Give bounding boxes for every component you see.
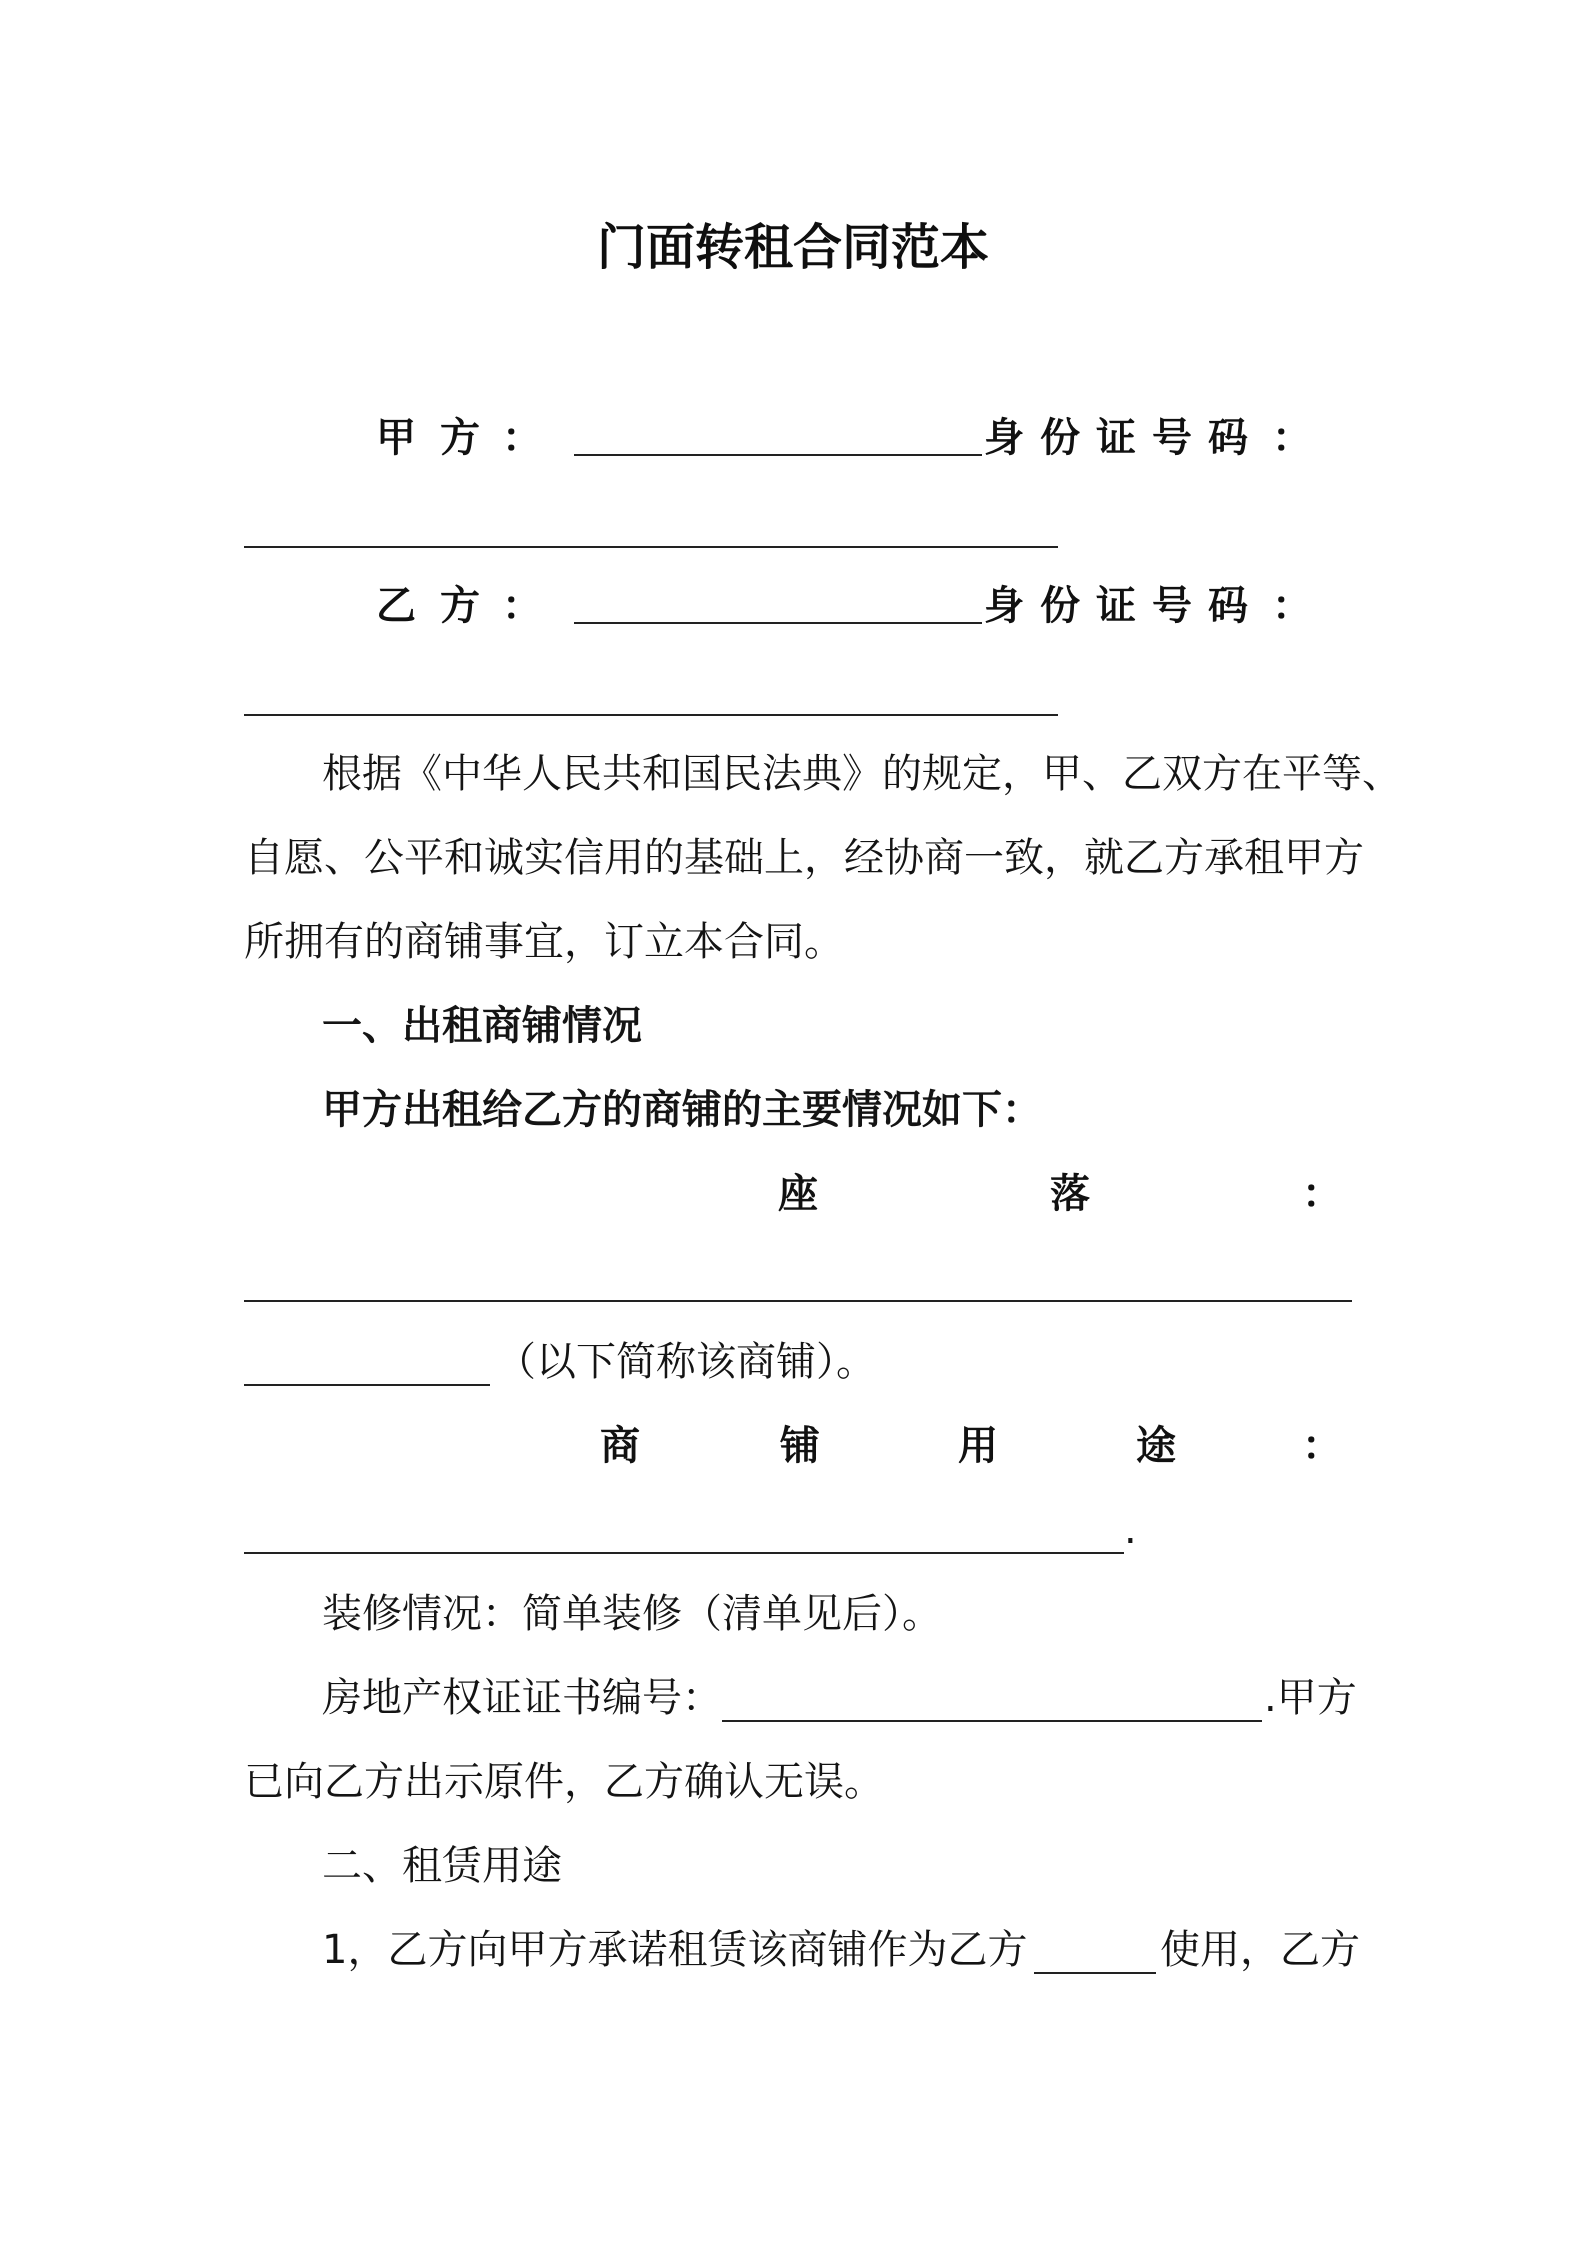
- party-a-id-char: 码: [1208, 415, 1248, 461]
- party-a-id-char: 证: [1096, 415, 1136, 461]
- cert-label: 房地产权证证书编号：: [322, 1675, 722, 1721]
- party-a-label-char: 方: [440, 415, 480, 461]
- clause1-usage-field[interactable]: [1034, 1972, 1156, 1974]
- usage-label-char: 用: [958, 1423, 998, 1469]
- cert-line2: 已向乙方出示原件，乙方确认无误。: [244, 1759, 884, 1805]
- party-b-id-char: ：: [1272, 583, 1312, 629]
- party-a-id-field[interactable]: [244, 546, 1058, 548]
- party-a-id-char: 号: [1152, 415, 1192, 461]
- location-label-char: ：: [1302, 1171, 1342, 1217]
- location-label-char: 落: [1050, 1171, 1090, 1217]
- party-a-name-field[interactable]: [574, 454, 982, 456]
- cert-after: .甲方: [1264, 1675, 1357, 1721]
- party-a-id-char: 身: [984, 415, 1024, 461]
- clause1-before: 1，乙方向甲方承诺租赁该商铺作为乙方: [322, 1927, 1028, 1973]
- usage-label-char: ：: [1302, 1423, 1342, 1469]
- usage-label-char: 商: [600, 1423, 640, 1469]
- party-b-id-char: 身: [984, 583, 1024, 629]
- decoration-line: 装修情况：简单装修（清单见后）。: [322, 1591, 942, 1637]
- party-b-label-char: 方: [440, 583, 480, 629]
- party-b-id-char: 证: [1096, 583, 1136, 629]
- usage-label-char: 途: [1136, 1423, 1176, 1469]
- party-a-label-char: 甲: [376, 415, 416, 461]
- location-suffix: （以下简称该商铺）。: [496, 1339, 876, 1385]
- party-a-id-char: 份: [1040, 415, 1080, 461]
- section2-heading: 二、租赁用途: [322, 1843, 562, 1889]
- usage-end: .: [1124, 1507, 1137, 1553]
- party-a-id-char: ：: [1272, 415, 1312, 461]
- intro-line: 所拥有的商铺事宜，订立本合同。: [244, 919, 844, 965]
- clause1-after: 使用，乙方: [1160, 1927, 1360, 1973]
- party-b-row: [376, 578, 1344, 634]
- location-field-cont[interactable]: [244, 1384, 490, 1386]
- cert-number-field[interactable]: [722, 1720, 1262, 1722]
- party-b-id-char: 码: [1208, 583, 1248, 629]
- party-b-id-char: 份: [1040, 583, 1080, 629]
- location-label-char: 座: [778, 1171, 818, 1217]
- usage-label-char: 铺: [780, 1423, 820, 1469]
- party-b-name-field[interactable]: [574, 622, 982, 624]
- intro-line: 自愿、公平和诚实信用的基础上，经协商一致，就乙方承租甲方: [244, 835, 1364, 881]
- party-b-label-char: 乙: [376, 583, 416, 629]
- intro-line: 根据《中华人民共和国民法典》的规定，甲、乙双方在平等、: [322, 751, 1402, 797]
- party-b-id-char: 号: [1152, 583, 1192, 629]
- party-b-id-field[interactable]: [244, 714, 1058, 716]
- party-a-label-char: ：: [502, 415, 542, 461]
- party-b-label-char: ：: [502, 583, 542, 629]
- section1-intro: 甲方出租给乙方的商铺的主要情况如下：: [322, 1087, 1042, 1133]
- party-a-row: [376, 410, 1344, 466]
- usage-field[interactable]: [244, 1552, 1124, 1554]
- document-title: 门面转租合同范本: [596, 219, 989, 276]
- section1-heading: 一、出租商铺情况: [322, 1003, 642, 1049]
- location-field[interactable]: [244, 1300, 1352, 1302]
